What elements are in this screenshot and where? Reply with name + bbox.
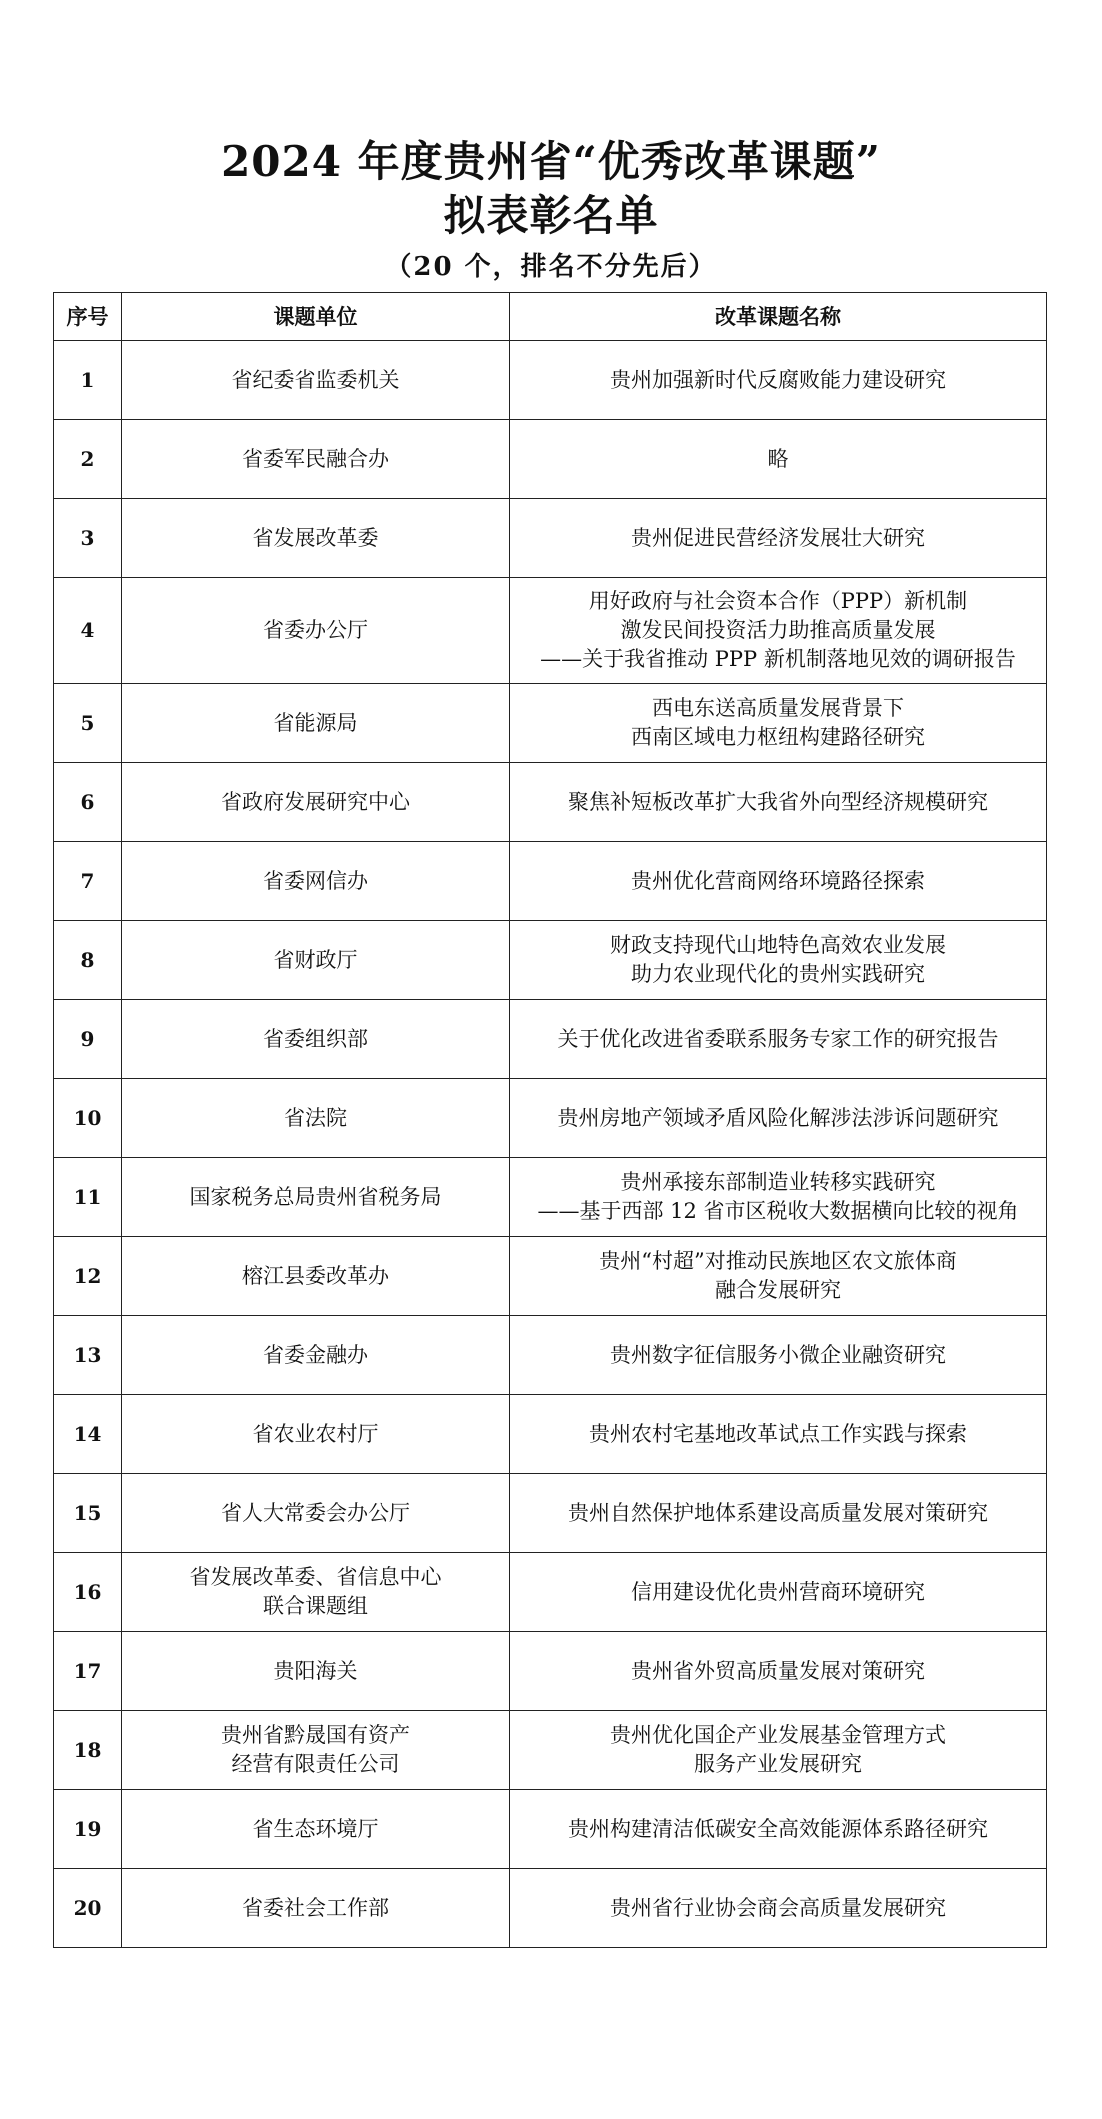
row-research-unit xyxy=(122,1474,510,1553)
row-serial-number: 4 xyxy=(54,578,122,684)
row-topic-name xyxy=(510,499,1047,578)
topic-line: 贵州“村超”对推动民族地区农文旅体商 xyxy=(599,1249,957,1273)
row-serial-number: 10 xyxy=(54,1079,122,1158)
unit-line: 省委金融办 xyxy=(263,1342,368,1367)
table-row xyxy=(54,1237,1047,1316)
row-topic-name xyxy=(510,578,1047,684)
topic-line: 贵州优化营商网络环境路径探索 xyxy=(631,868,925,893)
table-row xyxy=(54,1079,1047,1158)
table-row xyxy=(54,1632,1047,1711)
table-row xyxy=(54,684,1047,763)
row-topic-name xyxy=(510,420,1047,499)
row-serial-number: 14 xyxy=(54,1395,122,1474)
unit-line: 省委社会工作部 xyxy=(242,1895,389,1920)
unit-line: 省财政厅 xyxy=(273,947,358,972)
unit-line: 省委组织部 xyxy=(263,1026,368,1051)
row-topic-name xyxy=(510,1711,1047,1790)
unit-line: 贵州省黔晟国有资产 xyxy=(221,1723,410,1747)
topic-line: ——关于我省推动 PPP 新机制落地见效的调研报告 xyxy=(540,647,1016,671)
table-row xyxy=(54,499,1047,578)
row-serial-number: 8 xyxy=(54,921,122,1000)
row-serial-number: 15 xyxy=(54,1474,122,1553)
row-serial-number: 9 xyxy=(54,1000,122,1079)
unit-line: 省纪委省监委机关 xyxy=(231,367,400,392)
table-row xyxy=(54,578,1047,684)
topic-line: 信用建设优化贵州营商环境研究 xyxy=(631,1579,925,1604)
topic-line: 贵州农村宅基地改革试点工作实践与探索 xyxy=(589,1421,967,1446)
table-row xyxy=(54,1000,1047,1079)
row-serial-number: 17 xyxy=(54,1632,122,1711)
topic-line: 贵州房地产领域矛盾风险化解涉法涉诉问题研究 xyxy=(557,1105,999,1130)
row-serial-number: 7 xyxy=(54,842,122,921)
topic-line: 融合发展研究 xyxy=(715,1278,841,1302)
row-research-unit xyxy=(122,1237,510,1316)
row-serial-number: 6 xyxy=(54,763,122,842)
table-row xyxy=(54,1790,1047,1869)
topic-line: 贵州省外贸高质量发展对策研究 xyxy=(631,1658,925,1683)
row-serial-number: 5 xyxy=(54,684,122,763)
table-row xyxy=(54,1474,1047,1553)
row-topic-name xyxy=(510,1158,1047,1237)
row-topic-name xyxy=(510,1869,1047,1948)
row-serial-number: 18 xyxy=(54,1711,122,1790)
header-serial-number: 序号 xyxy=(54,293,122,341)
row-topic-name xyxy=(510,1553,1047,1632)
row-research-unit xyxy=(122,1158,510,1237)
topic-line: 贵州自然保护地体系建设高质量发展对策研究 xyxy=(568,1500,988,1525)
row-research-unit xyxy=(122,1632,510,1711)
row-topic-name xyxy=(510,921,1047,1000)
row-topic-name xyxy=(510,1316,1047,1395)
row-research-unit xyxy=(122,842,510,921)
row-serial-number: 19 xyxy=(54,1790,122,1869)
row-serial-number: 16 xyxy=(54,1553,122,1632)
row-serial-number: 13 xyxy=(54,1316,122,1395)
row-topic-name xyxy=(510,684,1047,763)
row-research-unit xyxy=(122,1553,510,1632)
row-research-unit xyxy=(122,763,510,842)
table-row xyxy=(54,763,1047,842)
row-research-unit xyxy=(122,1316,510,1395)
row-topic-name xyxy=(510,1632,1047,1711)
unit-line: 省政府发展研究中心 xyxy=(221,789,410,814)
unit-line: 省委办公厅 xyxy=(263,618,368,642)
unit-line: 经营有限责任公司 xyxy=(231,1752,400,1776)
topic-line: 贵州数字征信服务小微企业融资研究 xyxy=(610,1342,946,1367)
unit-line: 省发展改革委 xyxy=(252,525,379,550)
unit-line: 国家税务总局贵州省税务局 xyxy=(189,1184,442,1209)
unit-line: 省农业农村厅 xyxy=(252,1421,379,1446)
table-row xyxy=(54,842,1047,921)
topic-line: 西南区域电力枢纽构建路径研究 xyxy=(631,725,925,749)
row-research-unit xyxy=(122,499,510,578)
row-topic-name xyxy=(510,1237,1047,1316)
document-subtitle: （20 个，排名不分先后） xyxy=(385,252,717,282)
row-serial-number: 11 xyxy=(54,1158,122,1237)
table-row xyxy=(54,1711,1047,1790)
topic-line: 贵州承接东部制造业转移实践研究 xyxy=(620,1170,936,1194)
row-topic-name xyxy=(510,763,1047,842)
row-research-unit xyxy=(122,921,510,1000)
row-research-unit xyxy=(122,1079,510,1158)
topic-line: 贵州构建清洁低碳安全高效能源体系路径研究 xyxy=(568,1816,988,1841)
commendation-list-table xyxy=(53,292,1047,1948)
unit-line: 省人大常委会办公厅 xyxy=(221,1500,410,1525)
topic-line: 贵州促进民营经济发展壮大研究 xyxy=(631,525,925,550)
row-serial-number: 3 xyxy=(54,499,122,578)
row-topic-name xyxy=(510,1474,1047,1553)
unit-line: 省能源局 xyxy=(273,710,358,735)
topic-line: 财政支持现代山地特色高效农业发展 xyxy=(610,933,946,957)
row-serial-number: 20 xyxy=(54,1869,122,1948)
unit-line: 省生态环境厅 xyxy=(252,1816,379,1841)
unit-line: 省委网信办 xyxy=(263,868,368,893)
row-research-unit xyxy=(122,1869,510,1948)
topic-line: 略 xyxy=(767,446,789,471)
row-topic-name xyxy=(510,1079,1047,1158)
table-body xyxy=(54,341,1047,1948)
row-research-unit xyxy=(122,684,510,763)
topic-line: 西电东送高质量发展背景下 xyxy=(652,696,904,720)
row-topic-name xyxy=(510,341,1047,420)
row-research-unit xyxy=(122,1790,510,1869)
row-research-unit xyxy=(122,1395,510,1474)
table-row xyxy=(54,341,1047,420)
table-row xyxy=(54,1316,1047,1395)
table-row xyxy=(54,420,1047,499)
table-row xyxy=(54,1553,1047,1632)
document-title-line2: 拟表彰名单 xyxy=(443,191,659,240)
unit-line: 省委军民融合办 xyxy=(242,446,389,471)
header-research-unit: 课题单位 xyxy=(122,293,510,341)
table-row xyxy=(54,1869,1047,1948)
row-topic-name xyxy=(510,1395,1047,1474)
topic-line: 贵州优化国企产业发展基金管理方式 xyxy=(610,1723,946,1747)
topic-line: 聚焦补短板改革扩大我省外向型经济规模研究 xyxy=(568,789,988,814)
unit-line: 省法院 xyxy=(284,1105,347,1130)
row-topic-name xyxy=(510,1000,1047,1079)
topic-line: 助力农业现代化的贵州实践研究 xyxy=(631,962,925,986)
table-row xyxy=(54,1158,1047,1237)
row-research-unit xyxy=(122,1000,510,1079)
table-header-row xyxy=(54,293,1047,341)
topic-line: 服务产业发展研究 xyxy=(694,1752,862,1776)
row-research-unit xyxy=(122,341,510,420)
document-title-line1: 2024 年度贵州省“优秀改革课题” xyxy=(221,137,881,186)
unit-line: 联合课题组 xyxy=(263,1594,368,1618)
row-serial-number: 2 xyxy=(54,420,122,499)
topic-line: 激发民间投资活力助推高质量发展 xyxy=(620,618,936,642)
row-research-unit xyxy=(122,1711,510,1790)
unit-line: 省发展改革委、省信息中心 xyxy=(189,1565,442,1589)
table-row xyxy=(54,921,1047,1000)
row-serial-number: 1 xyxy=(54,341,122,420)
topic-line: 贵州加强新时代反腐败能力建设研究 xyxy=(610,367,946,392)
topic-line: ——基于西部 12 省市区税收大数据横向比较的视角 xyxy=(537,1199,1019,1223)
header-topic-name: 改革课题名称 xyxy=(510,293,1047,341)
row-research-unit xyxy=(122,578,510,684)
topic-line: 贵州省行业协会商会高质量发展研究 xyxy=(610,1895,946,1920)
row-topic-name xyxy=(510,842,1047,921)
topic-line: 关于优化改进省委联系服务专家工作的研究报告 xyxy=(557,1026,999,1051)
table-row xyxy=(54,1395,1047,1474)
row-research-unit xyxy=(122,420,510,499)
row-topic-name xyxy=(510,1790,1047,1869)
unit-line: 贵阳海关 xyxy=(273,1658,358,1683)
topic-line: 用好政府与社会资本合作（PPP）新机制 xyxy=(588,589,968,613)
unit-line: 榕江县委改革办 xyxy=(242,1263,389,1288)
row-serial-number: 12 xyxy=(54,1237,122,1316)
